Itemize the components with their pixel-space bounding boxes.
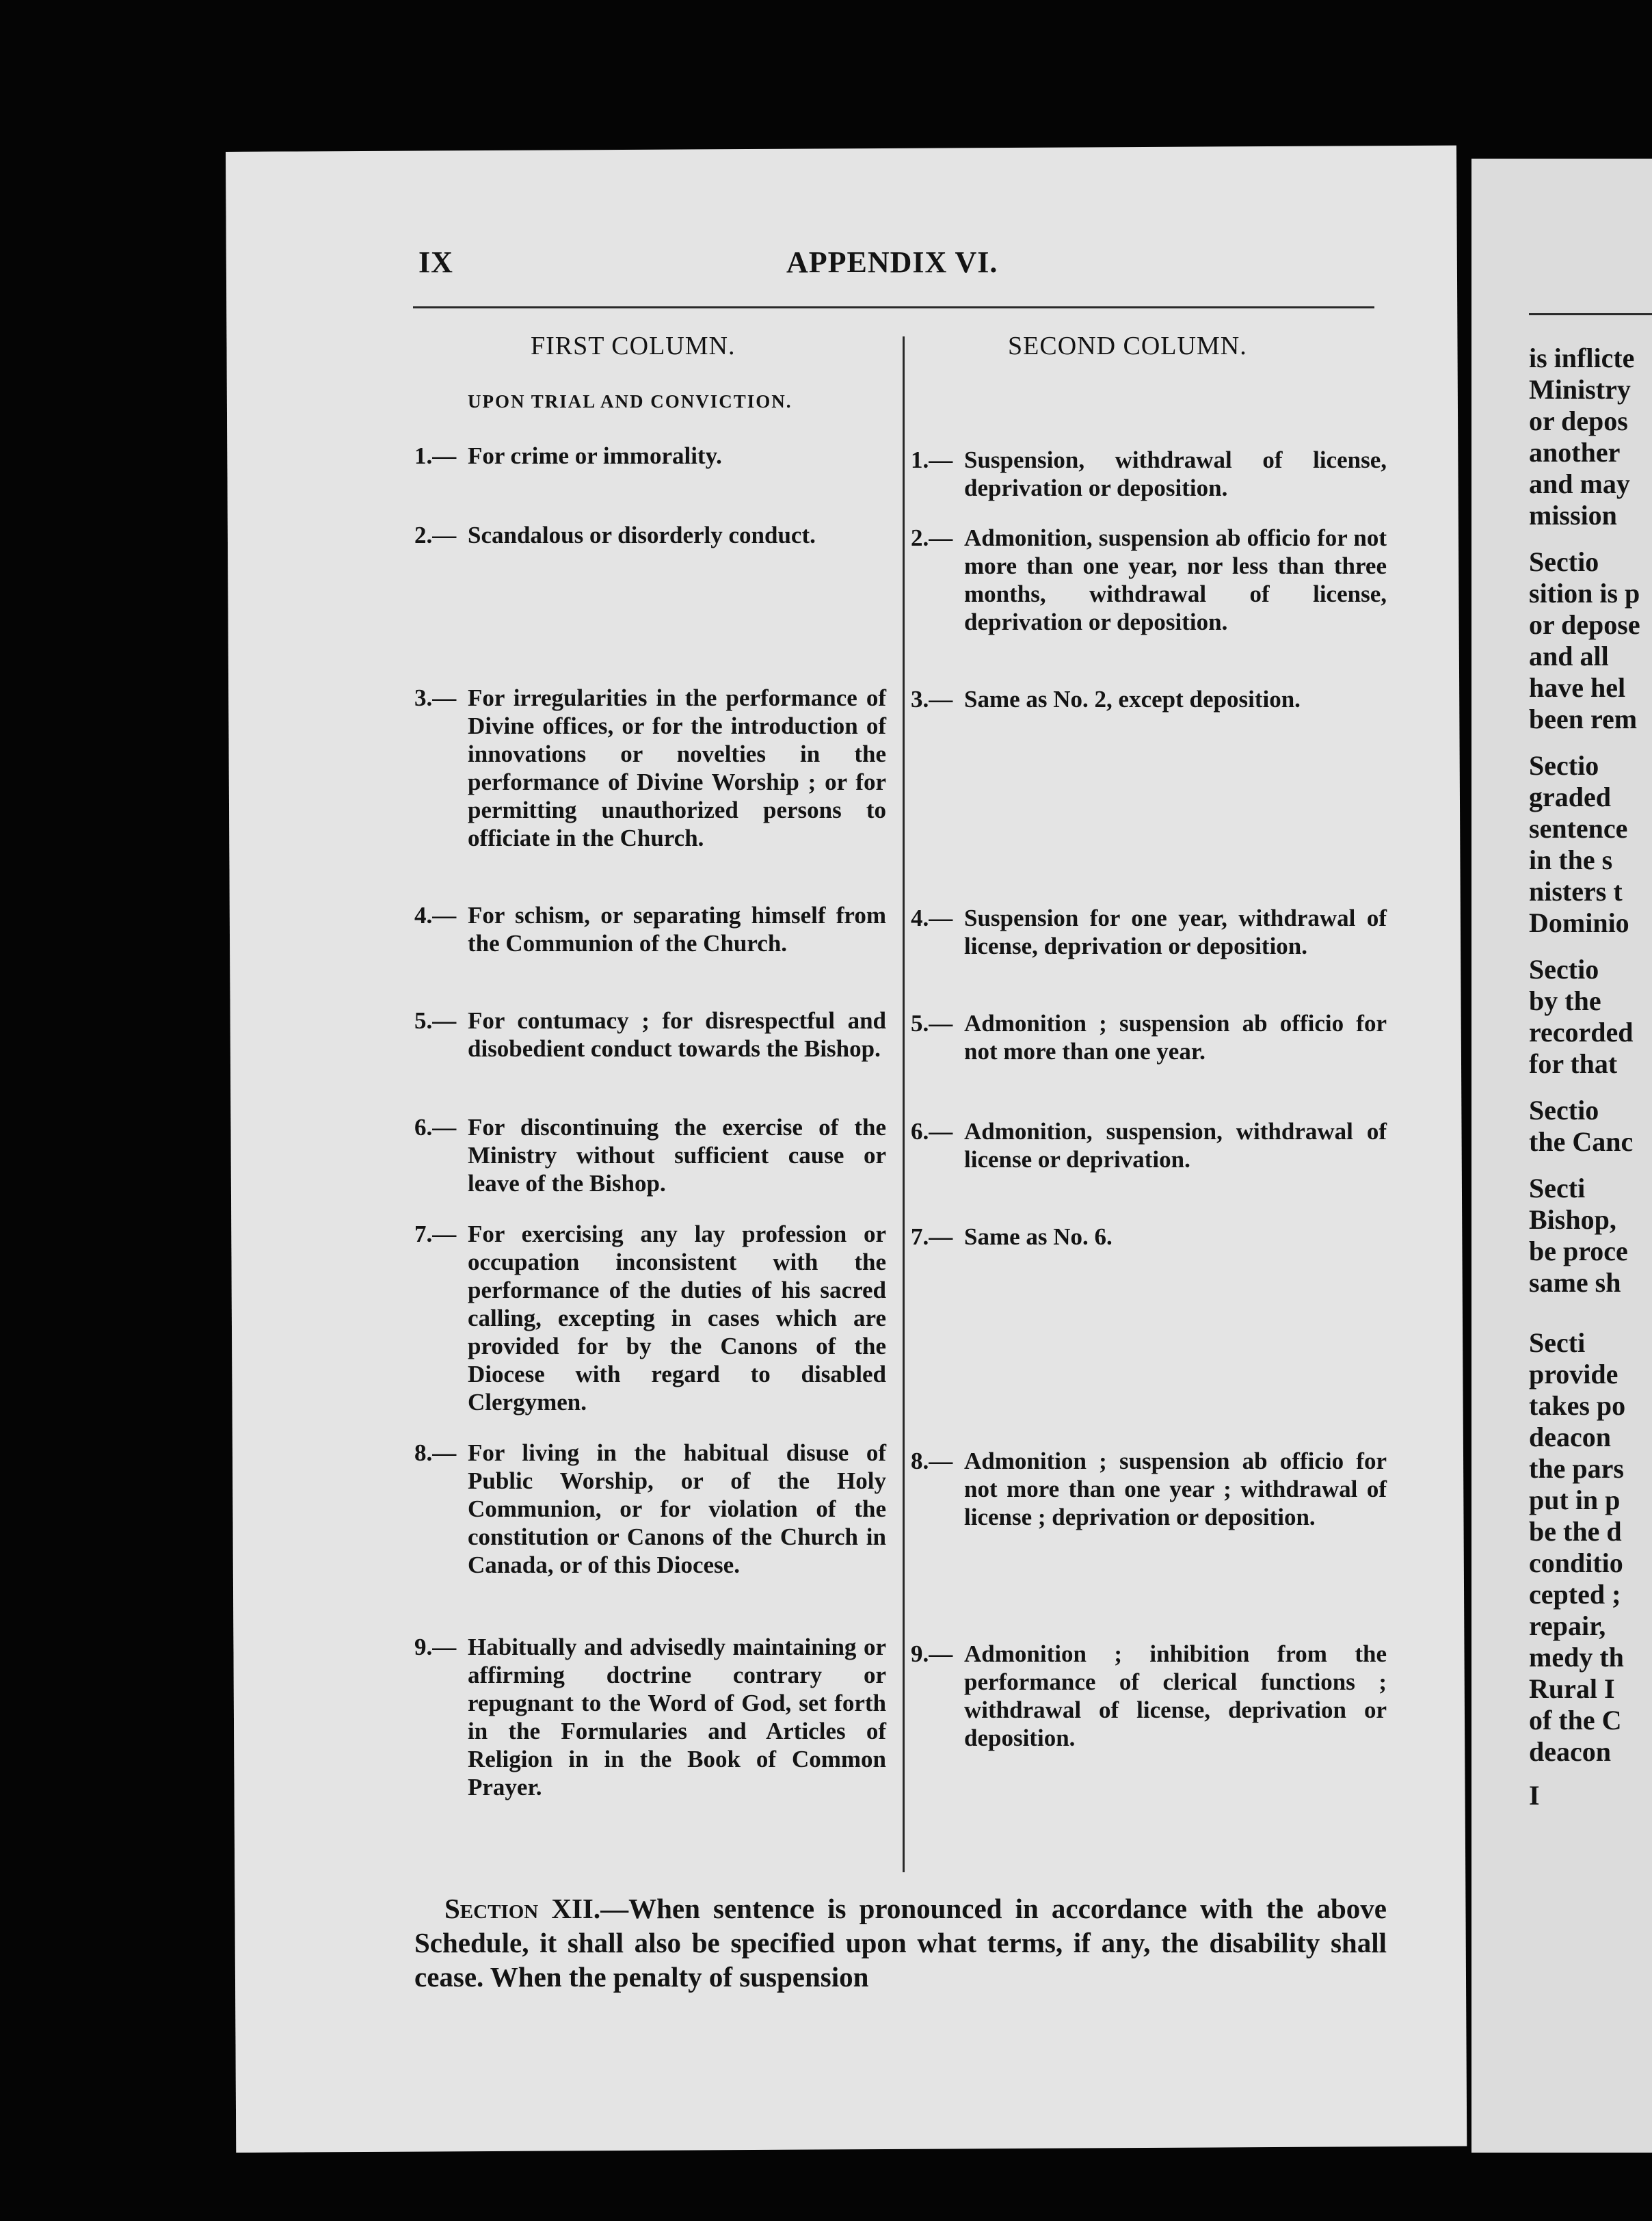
facing-page-line: the pars [1529,1453,1624,1484]
facing-page-line: same sh [1529,1267,1621,1298]
first-column-title: FIRST COLUMN. [531,332,736,360]
facing-page-line: the Canc [1529,1126,1634,1157]
facing-page-line: have hel [1529,672,1626,703]
column-divider [903,336,905,1872]
facing-page-line: be the d [1529,1516,1622,1547]
offence-entry-2: 2.— Scandalous or disorderly conduct. [414,522,816,548]
facing-page-line: sition is p [1529,578,1640,609]
facing-page-line: Bishop, [1529,1204,1616,1235]
penalty-entry-6: 6.— Admonition, suspension, withdrawal of license or deprivation. [911,1118,1387,1173]
facing-page-line: and may [1529,468,1630,499]
penalty-entry-1: 1.— Suspension, withdrawal of license, deprivation or deposition. [911,447,1387,501]
penalty-entry-3: 3.— Same as No. 2, except deposition. [911,686,1301,713]
facing-page-line: be proce [1529,1236,1628,1266]
facing-page-line: Secti [1529,1173,1586,1203]
facing-page-line: Secti [1529,1327,1586,1358]
facing-page-line: nisters t [1529,876,1623,907]
facing-page-line: repair, [1529,1610,1606,1641]
facing-page-line: takes po [1529,1390,1626,1421]
penalty-entry-9: 9.— Admonition ; inhibition from the performance of clerical functions ; withdrawal of license, deprivation or deposition. [911,1640,1387,1751]
facing-page-line: been rem [1529,704,1638,734]
section-xii-text: —When sentence is pronounced in accordance with the above Schedule, it shall also be specified upon what terms, if any, the disability shall cease. When the penalty of suspension [414,1893,1387,1993]
facing-page-line: another [1529,437,1621,468]
facing-page-line: put in p [1529,1485,1621,1515]
facing-page-line: and all [1529,641,1609,671]
facing-page-line: provide [1529,1359,1618,1389]
penalty-entry-8: 8.— Admonition ; suspension ab officio for not more than one year ; withdrawal of license ; deprivation or deposition. [911,1448,1387,1530]
second-column-title: SECOND COLUMN. [1008,332,1247,360]
section-xii-label: Section XII. [444,1893,601,1924]
facing-page-line: graded [1529,782,1611,812]
facing-page-line: deacon [1529,1422,1611,1452]
penalty-entry-7: 7.— Same as No. 6. [911,1223,1113,1250]
facing-page-line: in the s [1529,844,1613,875]
facing-page-line: by the [1529,985,1601,1016]
facing-page-line: conditio [1529,1547,1623,1578]
facing-page-line: Sectio [1529,954,1599,985]
facing-page-line: recorded [1529,1017,1634,1048]
offence-entry-3: 3.— For irregularities in the performance of Divine offices, or for the introduction of innovations or novelties in the performance of Divine Worship ; or for permitting unauthorized persons to officiate in the Church. [414,684,886,851]
facing-page-line: cepted ; [1529,1579,1621,1610]
offence-entry-4: 4.— For schism, or separating himself from the Communion of the Church. [414,902,886,957]
offence-entry-5: 5.— For contumacy ; for disrespectful and disobedient conduct towards the Bishop. [414,1007,886,1062]
facing-page-line: or depos [1529,405,1628,436]
section-xii-paragraph [414,1891,1387,1994]
facing-page-line: or depose [1529,609,1640,640]
page-title: APPENDIX VI. [786,245,998,279]
offence-entry-9: 9.— Habitually and advisedly maintaining or affirming doctrine contrary or repugnant to the Word of God, set forth in the Formularies and Articles of Religion in in the Book of Common Prayer. [414,1634,886,1800]
offence-entry-6: 6.— For discontinuing the exercise of the Ministry without sufficient cause or leave of the Bishop. [414,1114,886,1197]
facing-page-line: I [1529,1780,1540,1811]
offence-entry-7: 7.— For exercising any lay profession or occupation inconsistent with the performance of the duties of his sacred calling, excepting in cases which are provided for by the Canons of the Diocese with regard to disabled Clergymen. [414,1221,886,1415]
offence-entry-1: 1.— For crime or immorality. [414,442,722,469]
facing-page-line: Sectio [1529,1095,1599,1126]
facing-page-rule [1529,313,1652,315]
offence-entry-8: 8.— For living in the habitual disuse of Public Worship, or of the Holy Communion, or for violation of the constitution or Canons of the Church in Canada, or of this Diocese. [414,1439,886,1578]
penalty-entry-4: 4.— Suspension for one year, withdrawal of license, deprivation or deposition. [911,905,1387,959]
facing-page-line: Dominio [1529,907,1629,938]
facing-page-line: of the C [1529,1705,1622,1735]
facing-page [1471,159,1652,2153]
facing-page-line: Sectio [1529,546,1599,577]
facing-page-line: is inflicte [1529,343,1635,373]
facing-page-line: Ministry [1529,374,1631,405]
facing-page-line: sentence [1529,813,1628,844]
folio-number: IX [418,245,453,279]
first-column-subtitle: UPON TRIAL AND CONVICTION. [468,391,792,412]
facing-page-line: Rural I [1529,1673,1615,1704]
facing-page-line: medy th [1529,1642,1624,1673]
facing-page-line: mission [1529,500,1617,531]
header-rule [413,306,1374,308]
penalty-entry-5: 5.— Admonition ; suspension ab officio for not more than one year. [911,1010,1387,1065]
facing-page-line: for that [1529,1048,1618,1079]
penalty-entry-2: 2.— Admonition, suspension ab officio for not more than one year, nor less than three months, withdrawal of license, deprivation or deposition. [911,524,1387,635]
facing-page-line: Sectio [1529,750,1599,781]
facing-page-line: deacon [1529,1736,1611,1767]
